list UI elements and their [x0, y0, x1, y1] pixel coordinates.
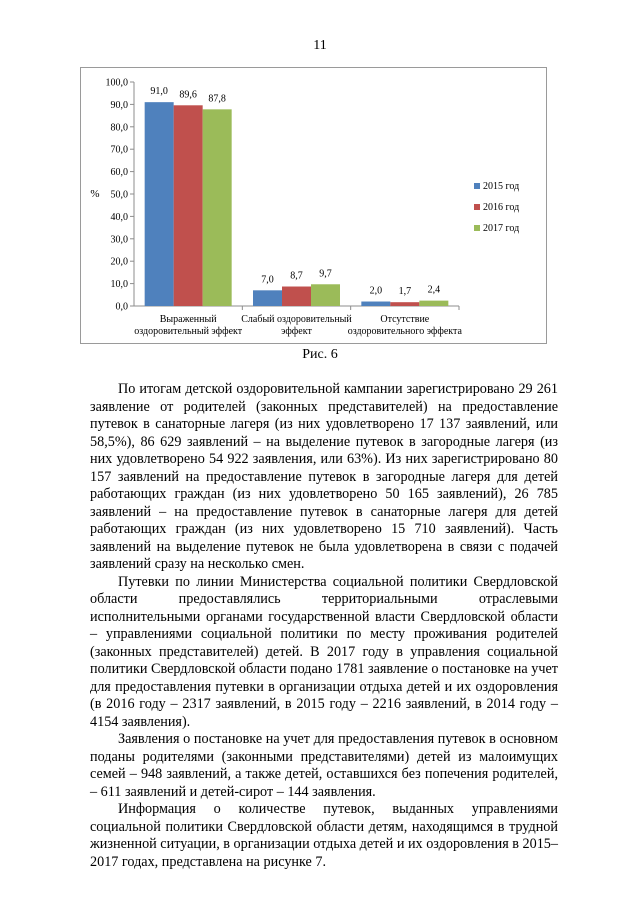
legend-swatch	[474, 225, 480, 231]
data-label: 9,7	[319, 268, 332, 280]
bar	[174, 105, 203, 306]
x-tick-label: оздоровительный эффект	[134, 326, 243, 337]
bar	[282, 287, 311, 306]
figure-caption: Рис. 6	[302, 347, 338, 362]
bar	[145, 102, 174, 306]
data-label: 2,0	[369, 285, 383, 297]
data-label: 87,8	[208, 93, 226, 105]
legend-label: 2017 год	[483, 223, 520, 234]
y-tick-label: 30,0	[110, 234, 128, 246]
paragraph: Информация о количестве путевок, выданных управлениями социальной политики Свердловской области детям, находящимся в трудной жизненной ситуации, в организации отдыха детей и их оздоровления в 2015–2017 годах, представлена на рисунке 7.	[90, 801, 558, 870]
x-tick-label: Слабый оздоровительный	[241, 314, 352, 325]
x-tick-label: Отсутствие	[380, 314, 430, 325]
paragraph: По итогам детской оздоровительной кампании зарегистрировано 29 261 заявление от родителей (законных представителей) на предоставление путевок в санаторные лагеря (из них удовлетворено 17 137 заявлений, или 58,5%), 86 629 заявлений – на выделение путевок в загородные лагеря (из них удовлетворено 54 922 заявления, или 63%). Из них зарегистрировано 80 157 заявлений на предоставление путевок в загородные лагеря для детей работающих граждан (из них удовлетворено 50 165 заявлений), 26 785 заявлений – на предоставление путевок в санаторные лагеря для детей работающих граждан (из них удовлетворено 15 710 заявлений). Часть заявлений на выделение путевок не была удовлетворена в связи с подачей заявлений сразу на несколько смен.	[90, 381, 558, 572]
y-tick-label: 0,0	[115, 301, 128, 313]
data-label: 2,4	[427, 284, 441, 296]
x-tick-label: оздоровительного эффекта	[347, 326, 462, 337]
chart-figure	[80, 67, 547, 344]
y-tick-label: 50,0	[110, 189, 128, 201]
data-label: 8,7	[290, 270, 303, 282]
legend-label: 2016 год	[483, 202, 520, 213]
legend-swatch	[474, 183, 480, 189]
x-tick-label: эффект	[281, 326, 312, 337]
y-axis-label: %	[90, 188, 100, 200]
page-number: 11	[313, 38, 327, 53]
paragraph: Путевки по линии Министерства социальной политики Свердловской области предоставлялись территориальными отраслевыми исполнительными органами государственной власти Свердловской области – управлениями социальной политики по месту проживания родителей (законных представителей) детей. В 2017 году в управления социальной политики Свердловской области подано 1781 заявление о постановке на учет для предоставления путевки в организации отдыха детей и их оздоровления (в 2016 году – 2317 заявлений, в 2015 году – 2216 заявлений, в 2014 году – 4154 заявления).	[90, 573, 558, 730]
bar	[253, 290, 282, 306]
bar	[311, 284, 340, 306]
y-tick-label: 60,0	[110, 167, 128, 179]
y-tick-label: 10,0	[110, 279, 128, 291]
bar	[390, 302, 419, 306]
data-label: 1,7	[398, 286, 412, 298]
y-tick-label: 80,0	[110, 122, 128, 134]
data-label: 89,6	[179, 89, 197, 101]
legend-swatch	[474, 204, 480, 210]
x-tick-label: Выраженный	[159, 314, 217, 325]
bar	[419, 301, 448, 306]
data-label: 91,0	[150, 86, 168, 98]
legend-label: 2015 год	[483, 181, 520, 192]
body-text	[90, 381, 558, 871]
y-tick-label: 90,0	[110, 99, 128, 111]
y-tick-label: 100,0	[105, 77, 128, 89]
y-tick-label: 40,0	[110, 211, 128, 223]
y-tick-label: 70,0	[110, 144, 128, 156]
data-label: 7,0	[261, 274, 274, 286]
bar	[361, 302, 390, 306]
y-tick-label: 20,0	[110, 256, 128, 268]
paragraph: Заявления о постановке на учет для предоставления путевок в основном поданы родителями (законными представителями) детей из малоимущих семей – 948 заявлений, а также детей, оставшихся без попечения родителей, – 611 заявлений и детей-сирот – 144 заявления.	[90, 731, 558, 800]
bar-chart	[81, 68, 546, 343]
bar	[203, 109, 232, 306]
